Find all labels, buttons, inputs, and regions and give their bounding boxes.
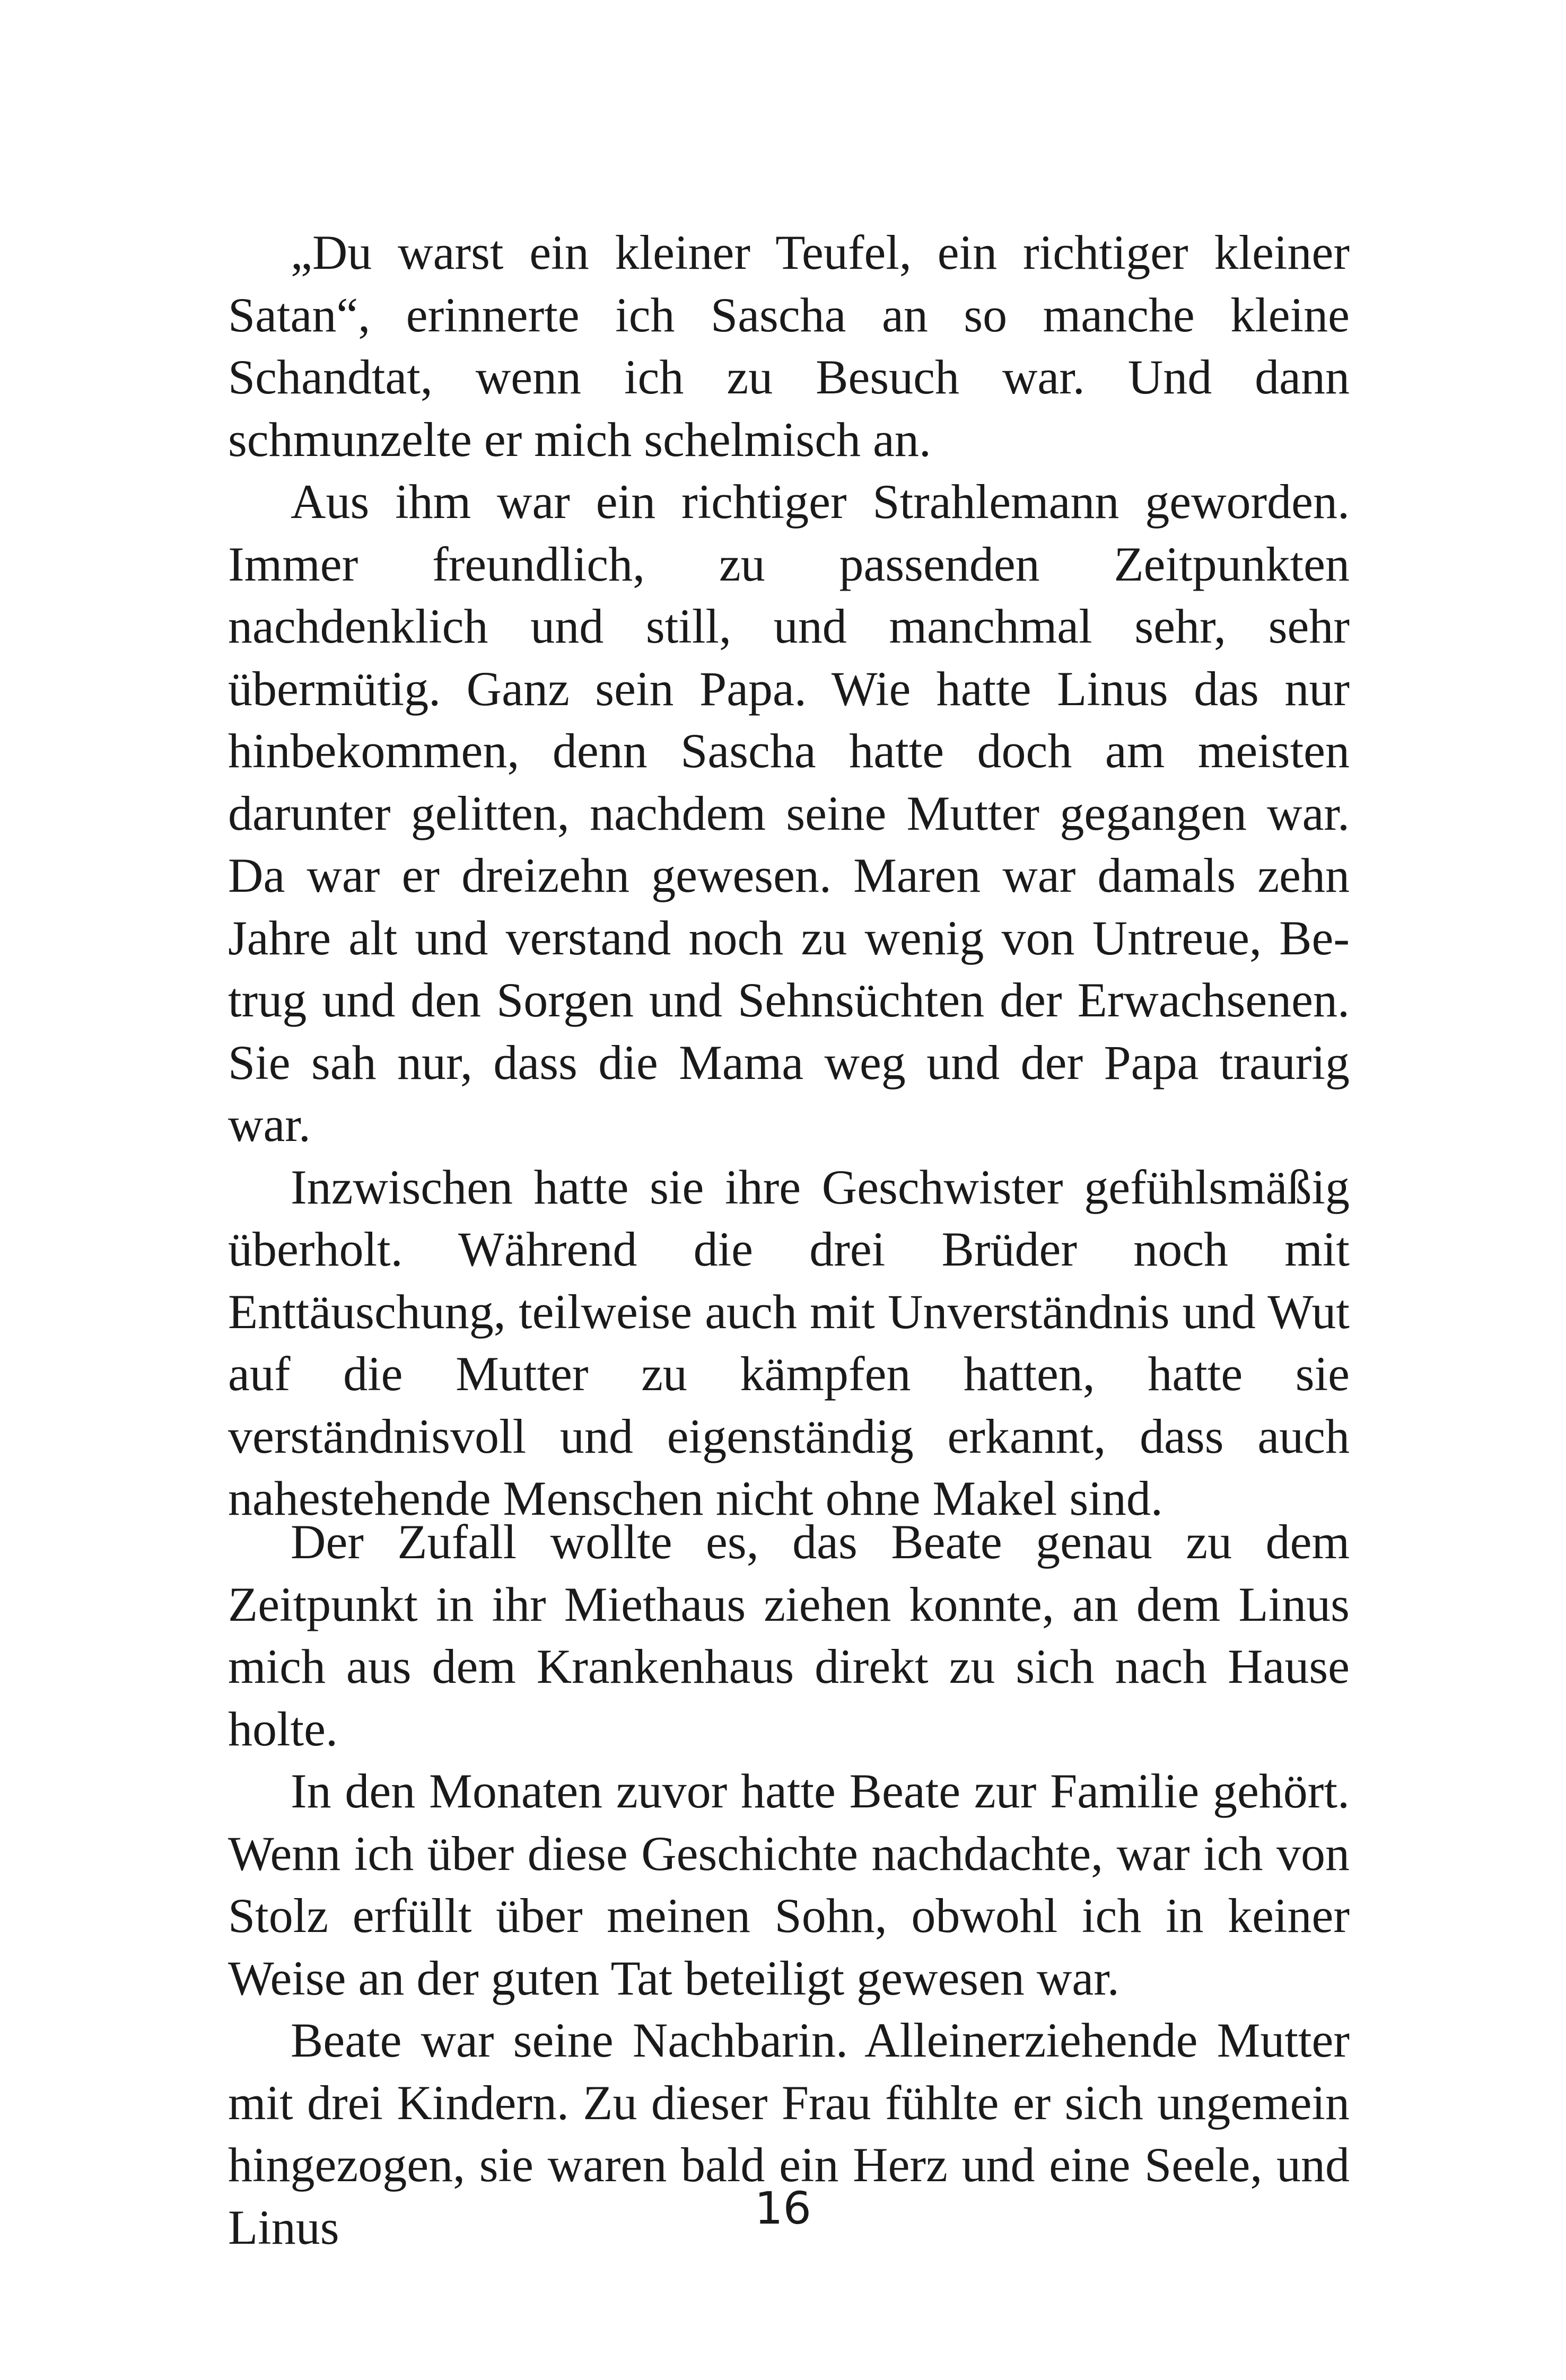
paragraph: Inzwischen hatte sie ihre Geschwister gefühlsmäßig überholt. Während die drei Brüder noch mit Enttäuschung, teilweise auch mit Unverständnis und Wut auf die Mutter zu kämpfen hatten, hatte sie verständnisvoll und eigenständig erkannt, dass auch nahestehende Menschen nicht ohne Makel sind.: [228, 1160, 1350, 1525]
text-section-2: [228, 1511, 1350, 2259]
page-number: 16: [755, 2182, 811, 2234]
paragraph: „Du warst ein kleiner Teufel, ein richtiger kleiner Satan“, erinnerte ich Sascha an so manche kleine Schandtat, wenn ich zu Besuch war. Und dann schmunzelte er mich schelmisch an.: [228, 225, 1350, 467]
paragraph: Beate war seine Nachbarin. Alleinerziehende Mutter mit drei Kindern. Zu dieser Frau fühlte er sich ungemein hingezogen, sie waren bald ein Herz und eine Seele, und Linus: [228, 2013, 1350, 2254]
paragraph: In den Monaten zuvor hatte Beate zur Familie gehört. Wenn ich über diese Geschichte nachdachte, war ich von Stolz erfüllt über meinen Sohn, obwohl ich in keiner Weise an der guten Tat beteiligt gewesen war.: [228, 1764, 1350, 2005]
paragraph: Der Zufall wollte es, das Beate genau zu dem Zeitpunkt in ihr Miethaus ziehen konnte, an dem Linus mich aus dem Krankenhaus direkt zu sich nach Hause holte.: [228, 1515, 1350, 1756]
text-section-1: [228, 222, 1350, 1530]
paragraph: Aus ihm war ein richtiger Strahlemann geworden. Immer freundlich, zu passenden Zeitpunkten nachdenklich und still, und manchmal sehr, sehr übermütig. Ganz sein Papa. Wie hatte Linus das nur hinbekommen, denn Sascha hatte doch am meisten darunter gelitten, nachdem seine Mutter gegangen war. Da war er dreizehn gewesen. Maren war damals zehn Jahre alt und verstand noch zu wenig von Untreue, Betrug und den Sorgen und Sehnsüchten der Erwachsenen. Sie sah nur, dass die Mama weg und der Papa traurig war.: [228, 475, 1350, 1152]
